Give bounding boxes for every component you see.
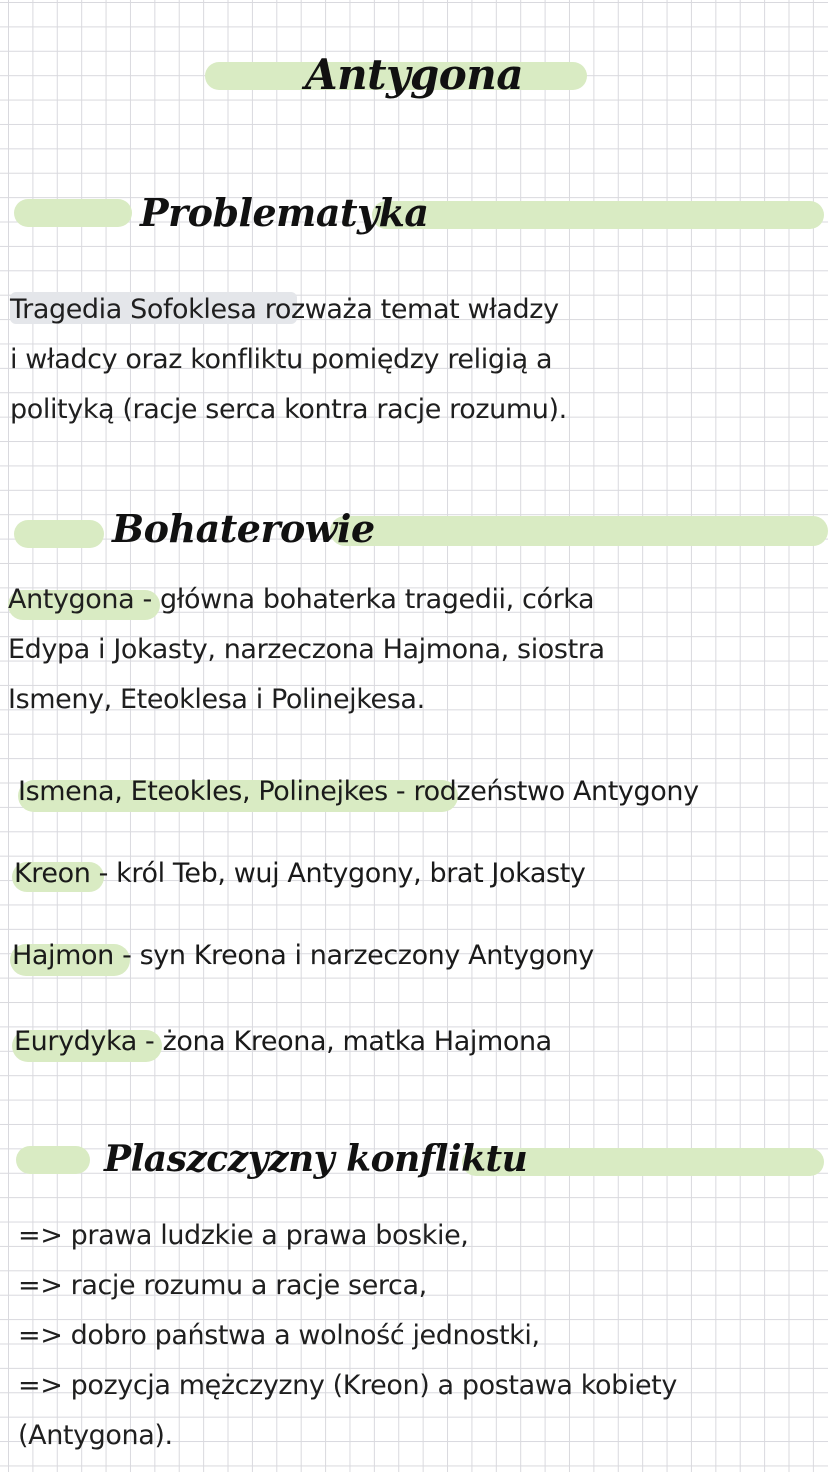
character-name: Antygona: [8, 584, 135, 615]
character-entry: [14, 858, 585, 889]
conflict-item: (Antygona).: [18, 1420, 173, 1451]
conflict-item: => pozycja mężczyzny (Kreon) a postawa kobiety: [18, 1370, 677, 1401]
character-entry: [14, 1026, 552, 1057]
section-heading-plaszczyzny: Plaszczyzny konfliktu: [104, 1138, 528, 1180]
antygona-entry: [8, 575, 605, 725]
section-heading-bohaterowie: Bohaterowie: [112, 506, 375, 551]
problematyka-line: i władcy oraz konfliktu pomiędzy religią a: [10, 344, 553, 375]
heading-highlight-left: [14, 520, 104, 548]
character-desc: - główna bohaterka tragedii, córka: [134, 584, 595, 615]
section-heading-problematyka: Problematyka: [140, 190, 429, 235]
problematyka-line: polityką (racje serca kontra racje rozumu).: [10, 394, 567, 425]
problematyka-line: Tragedia Sofoklesa rozważa temat władzy: [10, 294, 559, 325]
antygona-line: Ismeny, Eteoklesa i Polinejkesa.: [8, 684, 425, 715]
conflict-item: => racje rozumu a racje serca,: [18, 1270, 427, 1301]
character-desc: - żona Kreona, matka Hajmona: [136, 1026, 552, 1057]
character-desc: - król Teb, wuj Antygony, brat Jokasty: [90, 858, 586, 889]
character-entry: [18, 776, 699, 807]
character-name: Hajmon: [12, 940, 114, 971]
heading-highlight-right: [372, 201, 824, 229]
character-name: Ismena, Eteokles, Polinejkes: [18, 776, 388, 807]
heading-highlight-right: [330, 516, 828, 546]
antygona-line: Edypa i Jokasty, narzeczona Hajmona, siostra: [8, 634, 605, 665]
character-desc: - syn Kreona i narzeczony Antygony: [113, 940, 594, 971]
heading-highlight-left: [14, 199, 132, 227]
problematyka-text: [10, 285, 567, 435]
conflict-item: => prawa ludzkie a prawa boskie,: [18, 1220, 469, 1251]
heading-highlight-left: [16, 1146, 90, 1174]
antygona-line: [8, 575, 605, 625]
page-title: Antygona: [305, 50, 524, 99]
conflict-list: [18, 1211, 677, 1461]
character-name: Kreon: [14, 858, 91, 889]
character-entry: [12, 940, 594, 971]
character-name: Eurydyka: [14, 1026, 137, 1057]
character-desc: - rodzeństwo Antygony: [387, 776, 699, 807]
conflict-item: => dobro państwa a wolność jednostki,: [18, 1320, 540, 1351]
